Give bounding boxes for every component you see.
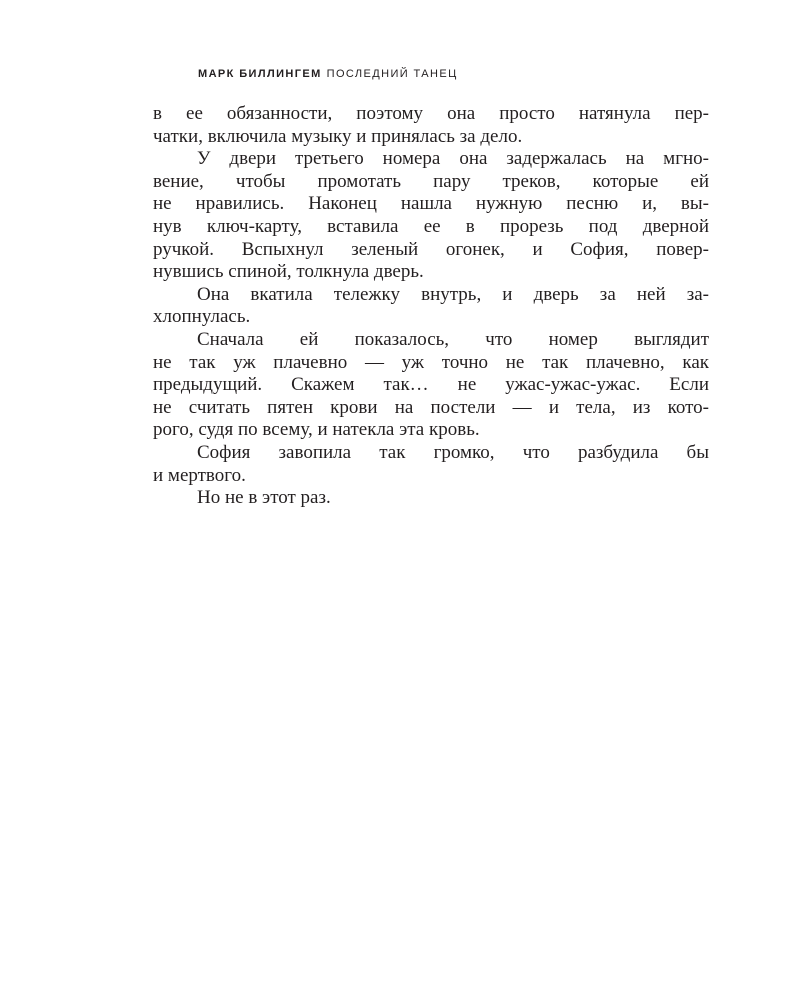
body-text xyxy=(153,103,709,510)
text-line: и мертвого. xyxy=(153,464,246,486)
text-line: Она вкатила тележку внутрь, и дверь за ней за- xyxy=(197,283,709,305)
running-head xyxy=(198,68,458,80)
text-line: рого, судя по всему, и натекла эта кровь. xyxy=(153,419,480,441)
running-head-title: ПОСЛЕДНИЙ ТАНЕЦ xyxy=(326,68,458,80)
running-head-author: МАРК БИЛЛИНГЕМ xyxy=(198,68,322,80)
text-line: не так уж плачевно — уж точно не так плачевно, как xyxy=(153,351,709,373)
text-line: чатки, включила музыку и принялась за дело. xyxy=(153,125,523,147)
text-line: нув ключ-карту, вставила ее в прорезь под дверной xyxy=(153,215,709,237)
text-line: У двери третьего номера она задержалась на мгно- xyxy=(197,148,709,170)
text-line: не считать пятен крови на постели — и тела, из кото- xyxy=(153,396,709,418)
text-line: в ее обязанности, поэтому она просто натянула пер- xyxy=(153,103,709,124)
text-line: вение, чтобы промотать пару треков, которые ей xyxy=(153,170,709,192)
text-line: ручкой. Вспыхнул зеленый огонек, и София, повер- xyxy=(153,238,709,260)
text-line: нувшись спиной, толкнула дверь. xyxy=(153,261,424,283)
text-line: София завопила так громко, что разбудила бы xyxy=(197,441,709,463)
text-line: не нравились. Наконец нашла нужную песню и, вы- xyxy=(153,193,709,215)
text-line: Но не в этот раз. xyxy=(197,487,331,509)
text-line: хлопнулась. xyxy=(153,306,251,328)
text-line: Сначала ей показалось, что номер выглядит xyxy=(197,328,709,350)
text-line: предыдущий. Скажем так… не ужас-ужас-ужас. Если xyxy=(153,374,709,396)
